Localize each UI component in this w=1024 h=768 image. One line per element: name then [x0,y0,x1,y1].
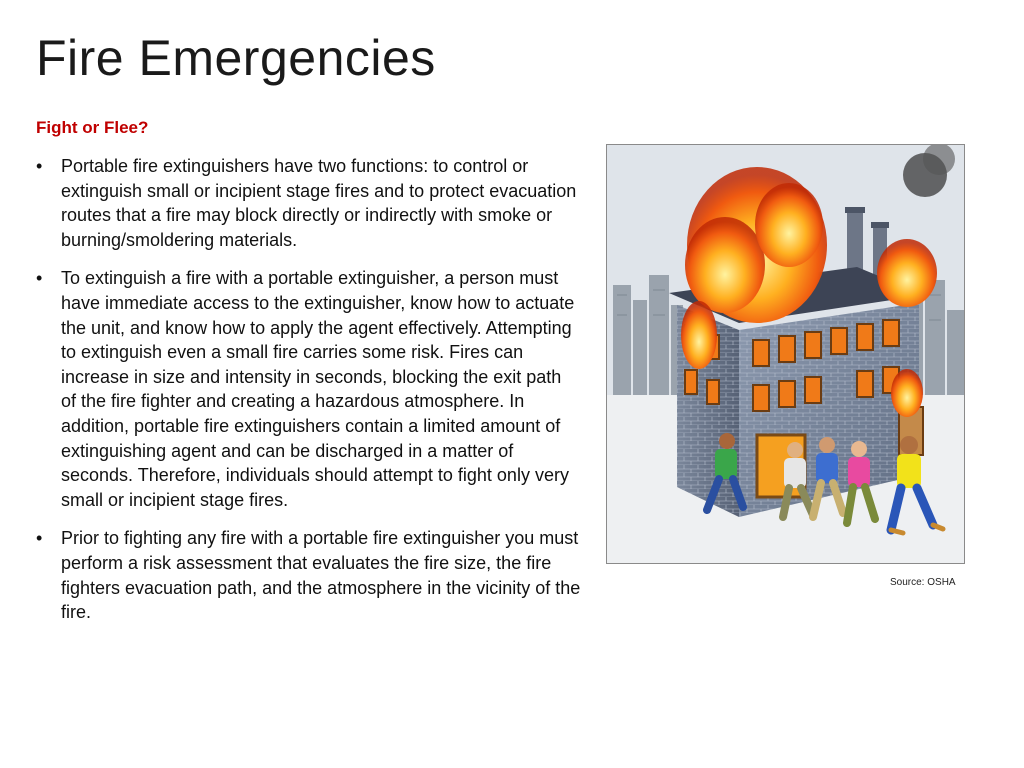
bullet-icon: • [36,528,43,549]
bullet-icon: • [36,268,43,289]
burning-building-illustration [606,144,965,564]
slide-subtitle: Fight or Flee? [36,118,149,137]
bullet-item [36,526,581,624]
slide-title: Fire Emergencies [36,30,436,86]
burning-building-icon [607,145,964,563]
image-source-caption: Source: OSHA [890,577,956,588]
bullet-list [36,154,581,639]
bullet-text: Prior to fighting any fire with a portable fire extinguisher you must perform a risk assessment that evaluates the fire size, the fire fighters evacuation path, and the atmosphere in the vicinity of the fire. [61,528,581,623]
bullet-text: Portable fire extinguishers have two functions: to control or extinguish small or incipient stage fires and to protect evacuation routes that a fire may block directly or indirectly with smoke or burning/smoldering materials. [61,156,577,250]
bullet-text: To extinguish a fire with a portable extinguisher, a person must have immediate access to the extinguisher, know how to actuate the unit, and know how to apply the agent effectively. Attempting to extinguish even a small fire carries some risk. Fires can increase in size and intensity in seconds, blocking the exit path of the fire fighter and creating a hazardous atmosphere. In addition, portable fire extinguishers contain a limited amount of extinguishing agent and can be discharged in a matter of seconds. Therefore, individuals should attempt to fight only very small or incipient stage fires. [61,268,575,510]
bullet-icon: • [36,156,43,176]
bullet-item [36,154,581,252]
bullet-item [36,266,581,512]
